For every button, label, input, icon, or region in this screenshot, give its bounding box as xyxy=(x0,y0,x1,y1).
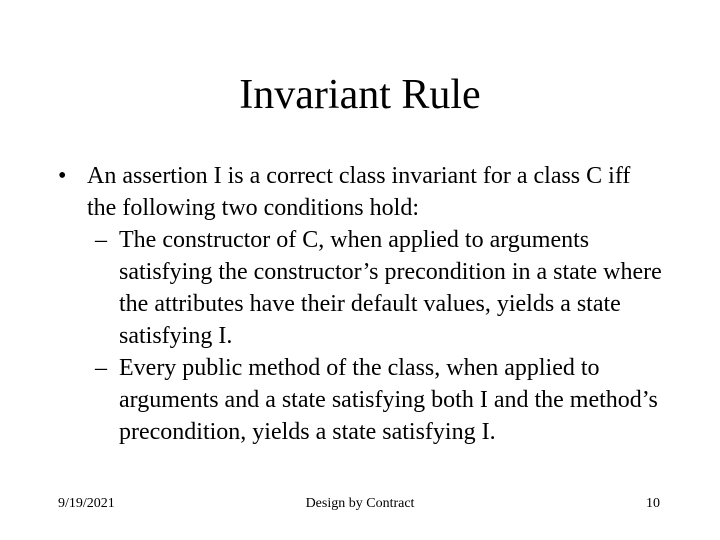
sub-bullet-item-public-method xyxy=(0,352,685,448)
slide-title xyxy=(0,68,720,122)
footer-date: 9/19/2021 xyxy=(58,496,115,511)
sub-bullet-text: The constructor of C, when applied to arguments satisfying the constructor’s precondition in a state where the attributes have their default values, yields a state satisfying I. xyxy=(119,227,662,349)
footer-center-text: Design by Contract xyxy=(305,496,415,511)
footer-page-number: 10 xyxy=(646,496,660,511)
bullet-marker: • xyxy=(58,163,67,189)
sub-bullet-text: Every public method of the class, when applied to arguments and a state satisfying both I and the method’s precondition, yields a state satisfying I. xyxy=(119,355,658,445)
slide-body xyxy=(0,160,720,448)
dash-marker: – xyxy=(95,355,107,381)
bullet-text: An assertion I is a correct class invariant for a class C iff the following two conditions hold: xyxy=(87,163,631,221)
dash-marker: – xyxy=(95,227,107,253)
slide-title-text: Invariant Rule xyxy=(239,72,481,118)
bullet-item xyxy=(0,160,640,224)
sub-bullet-item-constructor xyxy=(0,224,685,352)
